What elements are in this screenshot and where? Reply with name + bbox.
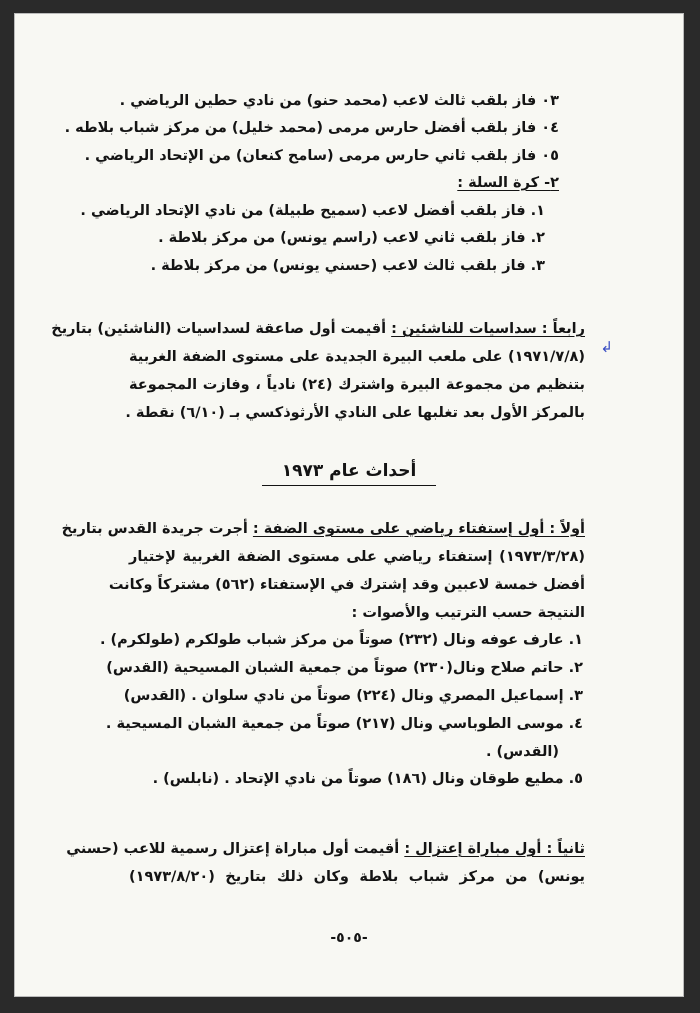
second-label: ثانياً : أول مباراة إعتزال : — [404, 841, 585, 857]
fourth-paragraph-line-4: بالمركز الأول بعد تغلبها على النادي الأرثوذكسي بـ (٦/١٠) نقطة . — [125, 405, 585, 421]
result-2: ٢. حاتم صلاح ونال(٢٣٠) صوتاً من جمعية الشبان المسيحية (القدس) — [106, 660, 583, 676]
football-winner-5: ٠٥ فاز بلقب ثاني حارس مرمى (سامح كنعان) من الإتحاد الرياضي . — [84, 148, 559, 164]
page-number: -٥٠٥- — [330, 930, 368, 946]
basketball-winner-3: ٣. فاز بلقب ثالث لاعب (حسني يونس) من مركز بلاطة . — [150, 258, 545, 274]
fourth-paragraph-line-1: رابعاً : سداسيات للناشئين : أقيمت أول صاعقة لسداسيات (الناشئين) بتاريخ — [51, 321, 585, 337]
fourth-label: رابعاً : سداسيات للناشئين : — [391, 321, 585, 337]
fourth-paragraph-line-2: (١٩٧١/٧/٨) على ملعب البيرة الجديدة على مستوى الضفة الغربية — [129, 349, 585, 365]
section-title: أحداث عام ١٩٧٣ — [15, 461, 683, 486]
result-3: ٣. إسماعيل المصري ونال (٢٢٤) صوتاً من نادي سلوان . (القدس) — [123, 688, 583, 704]
first-label: أولاً : أول إستفتاء رياضي على مستوى الضفة : — [252, 521, 585, 537]
page-text — [15, 14, 683, 996]
basketball-heading: ٢- كرة السلة : — [457, 175, 559, 191]
football-winner-4: ٠٤ فاز بلقب أفضل حارس مرمى (محمد خليل) من مركز شباب بلاطه . — [64, 120, 559, 136]
basketball-winner-1: ١. فاز بلقب أفضل لاعب (سميح طبيلة) من نادي الإتحاد الرياضي . — [80, 203, 545, 219]
second-paragraph-line-1: ثانياً : أول مباراة إعتزال : أقيمت أول مباراة إعتزال رسمية للاعب (حسني — [66, 841, 585, 857]
result-4: ٤. موسى الطوباسي ونال (٢١٧) صوتاً من جمعية الشبان المسيحية . — [105, 716, 583, 732]
document-page — [14, 13, 684, 997]
second-paragraph-line-2: يونس) من مركز شباب بلاطة وكان ذلك بتاريخ (١٩٧٣/٨/٢٠) — [129, 869, 585, 885]
result-1: ١. عارف عوفه ونال (٢٣٢) صوتاً من مركز شباب طولكرم (طولكرم) . — [100, 632, 583, 648]
basketball-winner-2: ٢. فاز بلقب ثاني لاعب (راسم يونس) من مركز بلاطة . — [158, 230, 545, 246]
first-paragraph-line-1: أولاً : أول إستفتاء رياضي على مستوى الضفة : أجرت جريدة القدس بتاريخ — [61, 521, 585, 537]
first-paragraph-line-3: أفضل خمسة لاعبين وقد إشترك في الإستفتاء (٥٦٢) مشتركاً وكانت — [108, 577, 585, 593]
football-winner-3: ٠٣ فاز بلقب ثالث لاعب (محمد حنو) من نادي حطين الرياضي . — [119, 93, 559, 109]
fourth-paragraph-line-3: بتنظيم من مجموعة البيرة واشترك (٢٤) نادياً ، وفازت المجموعة — [129, 377, 585, 393]
first-paragraph-line-4: النتيجة حسب الترتيب والأصوات : — [351, 605, 585, 621]
result-5: ٥. مطيع طوقان ونال (١٨٦) صوتاً من نادي الإتحاد . (نابلس) . — [152, 771, 583, 787]
first-paragraph-line-2: (١٩٧٣/٣/٢٨) إستفتاء رياضي على مستوى الضفة الغربية لإختيار — [129, 549, 585, 565]
pen-mark-icon: ↲ — [600, 338, 613, 356]
result-4-continued: (القدس) . — [485, 744, 559, 760]
